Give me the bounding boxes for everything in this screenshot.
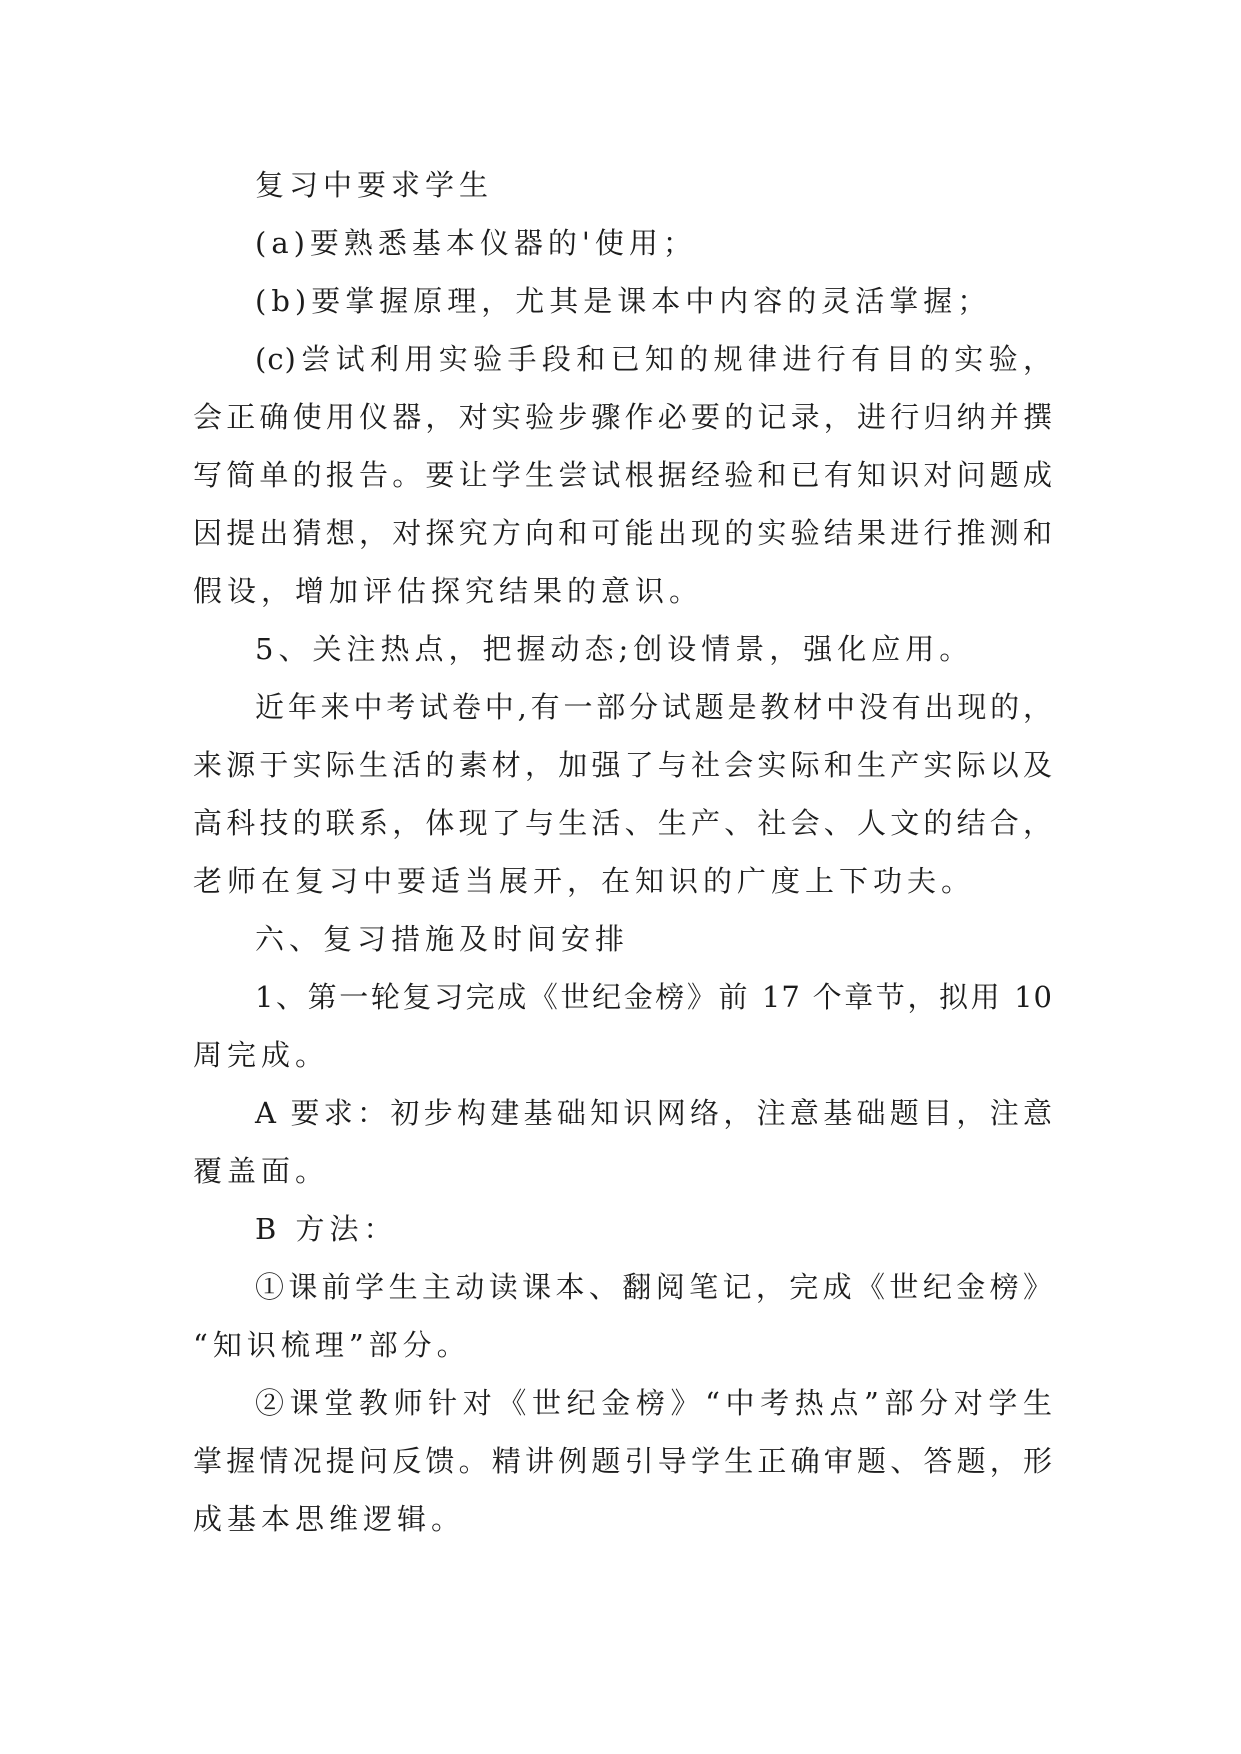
point-5-heading — [193, 620, 1053, 678]
text-line: 会正确使用仪器，对实验步骤作必要的记录，进行归纳并撰 — [193, 400, 1053, 434]
method-1-paragraph — [193, 1258, 1053, 1374]
text-line: 六、复习措施及时间安排 — [255, 922, 630, 956]
text-line: B 方法： — [255, 1212, 398, 1246]
text-line: 来源于实际生活的素材，加强了与社会实际和生产实际以及 — [193, 748, 1053, 782]
text-line: 1、第一轮复习完成《世纪金榜》前 17 个章节，拟用 10 — [255, 980, 1053, 1014]
text-line: 近年来中考试卷中,有一部分试题是教材中没有出现的， — [255, 690, 1053, 724]
text-line: 成基本思维逻辑。 — [193, 1502, 466, 1536]
text-line: 因提出猜想，对探究方向和可能出现的实验结果进行推测和 — [193, 516, 1053, 550]
text-line: 高科技的联系，体现了与生活、生产、社会、人文的结合， — [193, 806, 1053, 840]
text-line: ②课堂教师针对《世纪金榜》“中考热点”部分对学生 — [255, 1386, 1053, 1420]
text-line: A 要求：初步构建基础知识网络，注意基础题目，注意 — [255, 1096, 1053, 1130]
text-line: 老师在复习中要适当展开，在知识的广度上下功夫。 — [193, 864, 976, 898]
intro-paragraph — [193, 156, 1053, 214]
text-line: (c)尝试利用实验手段和已知的规律进行有目的实验， — [255, 342, 1053, 376]
requirement-b-paragraph — [193, 272, 1053, 330]
text-line: “知识梳理”部分。 — [193, 1328, 471, 1362]
requirement-c-paragraph — [193, 330, 1053, 620]
method-2-paragraph — [193, 1374, 1053, 1548]
text-line: 掌握情况提问反馈。精讲例题引导学生正确审题、答题，形 — [193, 1444, 1053, 1478]
text-line: (b)要掌握原理，尤其是课本中内容的灵活掌握； — [255, 284, 992, 318]
requirement-a-paragraph — [193, 214, 1053, 272]
step-1-paragraph — [193, 968, 1053, 1084]
text-line: ①课前学生主动读课本、翻阅笔记，完成《世纪金榜》 — [255, 1270, 1053, 1304]
text-line: 写简单的报告。要让学生尝试根据经验和已有知识对问题成 — [193, 458, 1053, 492]
text-line: (a)要熟悉基本仪器的'使用； — [255, 226, 697, 260]
section-6-heading — [193, 910, 1053, 968]
text-line: 复习中要求学生 — [255, 168, 494, 202]
text-line: 5、关注热点，把握动态;创设情景，强化应用。 — [255, 632, 974, 666]
document-body — [193, 156, 1053, 1548]
text-line: 假设，增加评估探究结果的意识。 — [193, 574, 704, 608]
text-line: 周完成。 — [193, 1038, 330, 1072]
point-5-body-paragraph — [193, 678, 1053, 910]
text-line: 覆盖面。 — [193, 1154, 330, 1188]
step-1-methods-heading — [193, 1200, 1053, 1258]
step-1-requirements-paragraph — [193, 1084, 1053, 1200]
